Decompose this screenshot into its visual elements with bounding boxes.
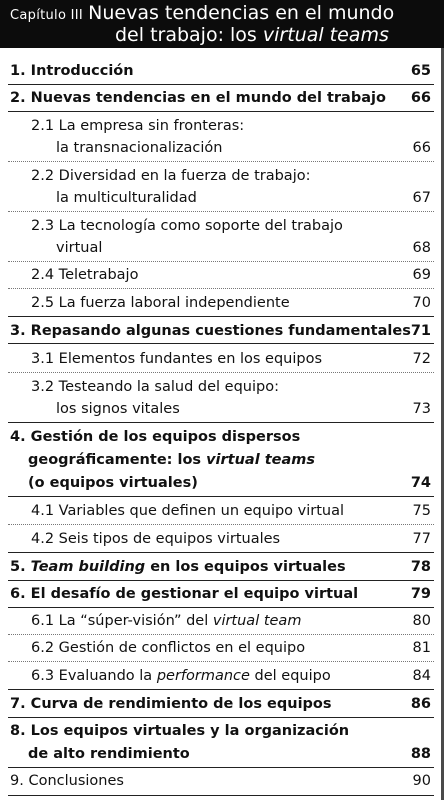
toc-number: 4. (10, 429, 26, 445)
toc-number: 8. (10, 723, 26, 739)
toc-number: 2. (10, 90, 26, 106)
toc-title: La “súper-visión” del (58, 613, 213, 629)
toc-page-2-4: 69 (412, 267, 431, 283)
toc-title: Conclusiones (28, 773, 124, 789)
chapter-caption: Capítulo III (10, 8, 84, 23)
toc-entry-1 (10, 62, 134, 80)
separator (8, 607, 434, 608)
toc-title: Los equipos virtuales y la organización (30, 723, 350, 739)
chapter-title-text-2: del trabajo: los (115, 24, 263, 46)
toc-title: La tecnología como soporte del trabajo (58, 218, 343, 234)
separator (8, 767, 434, 768)
toc-title: Seis tipos de equipos virtuales (58, 531, 281, 547)
toc-title: Variables que definen un equipo virtual (58, 503, 345, 519)
toc-title: La empresa sin fronteras: (58, 118, 245, 134)
toc-entry-6-2 (31, 639, 305, 657)
toc-title: Gestión de los equipos dispersos (30, 429, 301, 445)
separator (8, 524, 434, 525)
toc-page-6-3: 84 (412, 668, 431, 684)
toc-entry-7 (10, 695, 332, 713)
toc-number: 2.3 (31, 218, 55, 234)
separator (8, 580, 434, 581)
toc-page-3-2: 73 (412, 401, 431, 417)
toc-entry-3-2 (31, 378, 279, 396)
separator (8, 288, 434, 289)
toc-title-suffix: del equipo (249, 668, 331, 684)
toc-number: 9. (10, 773, 24, 789)
toc-number: 4.2 (31, 531, 55, 547)
separator (8, 795, 434, 796)
toc-page-6-2: 81 (412, 640, 431, 656)
toc-number: 6.3 (31, 668, 55, 684)
toc-entry-2-1 (31, 117, 244, 135)
toc-entry-4-2 (31, 530, 280, 548)
toc-entry-6-3 (31, 667, 331, 685)
toc-title: Repasando algunas cuestiones fundamentales (30, 323, 411, 339)
separator (8, 316, 434, 317)
toc-number: 6. (10, 586, 26, 602)
toc-title: Elementos fundantes en los equipos (58, 351, 323, 367)
toc-number: 5. (10, 559, 26, 575)
toc-title-italic: performance (156, 668, 250, 684)
toc-page-9: 90 (412, 773, 431, 789)
separator (8, 422, 434, 423)
toc-number: 3.2 (31, 379, 55, 395)
separator (8, 372, 434, 373)
toc-entry-8 (10, 722, 349, 740)
toc-entry-5 (10, 558, 346, 576)
toc-page-2-1: 66 (412, 140, 431, 156)
toc-entry-4-1 (31, 502, 344, 520)
toc-page-6-1: 80 (412, 613, 431, 629)
toc-number: 2.4 (31, 267, 55, 283)
toc-page-5: 78 (410, 559, 431, 575)
toc-number: 7. (10, 696, 26, 712)
toc-number: 3. (10, 323, 26, 339)
toc-title: Evaluando la (58, 668, 157, 684)
toc-number: 6.2 (31, 640, 55, 656)
toc-title: Testeando la salud del equipo: (58, 379, 279, 395)
toc-entry-4-cont2: (o equipos virtuales) (28, 475, 198, 491)
toc-entry-2-3 (31, 217, 343, 235)
separator (8, 161, 434, 162)
toc-number: 3.1 (31, 351, 55, 367)
toc-page-3: 71 (410, 323, 431, 339)
separator (8, 84, 434, 85)
toc-title: Introducción (30, 63, 134, 79)
separator (8, 552, 434, 553)
toc-page-4: 74 (410, 475, 431, 491)
toc-entry-2-2 (31, 167, 310, 185)
chapter-title-text-1: Nuevas tendencias en el mundo (88, 2, 395, 24)
toc-entry-4 (10, 428, 300, 446)
toc-entry-3-1 (31, 350, 322, 368)
toc-entry-2-5 (31, 294, 290, 312)
separator (8, 211, 434, 212)
toc-page-1: 65 (410, 63, 431, 79)
separator (8, 634, 434, 635)
toc-title-italic: Team building (30, 559, 146, 575)
separator (8, 717, 434, 718)
separator (8, 111, 434, 112)
toc-title: Diversidad en la fuerza de trabajo: (58, 168, 311, 184)
separator (8, 261, 434, 262)
toc-title: Curva de rendimiento de los equipos (30, 696, 332, 712)
chapter-title-italic: virtual teams (262, 24, 389, 46)
toc-page-4-1: 75 (412, 503, 431, 519)
toc-entry-2 (10, 89, 386, 107)
toc-page-2-5: 70 (412, 295, 431, 311)
toc-title: Gestión de conflictos en el equipo (58, 640, 306, 656)
toc-page-2-2: 67 (412, 190, 431, 206)
toc-page-3-1: 72 (412, 351, 431, 367)
toc-page-7: 86 (410, 696, 431, 712)
toc-page-2: 66 (410, 90, 431, 106)
toc-title: Teletrabajo (58, 267, 139, 283)
toc-entry-2-1-cont: la transnacionalización (56, 140, 223, 156)
toc-number: 2.1 (31, 118, 55, 134)
toc-page-8: 88 (410, 746, 431, 762)
toc-number: 2.2 (31, 168, 55, 184)
toc-entry-3 (10, 322, 411, 340)
toc-entry-6 (10, 585, 358, 603)
toc-number: 6.1 (31, 613, 55, 629)
toc-number: 2.5 (31, 295, 55, 311)
toc-title: en los equipos virtuales (145, 559, 346, 575)
toc-title: Nuevas tendencias en el mundo del trabajo (30, 90, 386, 106)
toc-title-italic: virtual team (212, 613, 302, 629)
toc-entry-2-2-cont: la multiculturalidad (56, 190, 197, 206)
toc-entry-3-2-cont: los signos vitales (56, 401, 180, 417)
separator (8, 661, 434, 662)
toc-title-italic: virtual teams (206, 452, 316, 468)
toc-number: 1. (10, 63, 26, 79)
toc-entry-9 (10, 772, 124, 790)
separator (8, 689, 434, 690)
toc-entry-2-3-cont: virtual (56, 240, 103, 256)
toc-title: La fuerza laboral independiente (58, 295, 290, 311)
toc-number: 4.1 (31, 503, 55, 519)
separator (8, 496, 434, 497)
toc-page-4-2: 77 (412, 531, 431, 547)
toc-entry-2-4 (31, 266, 138, 284)
toc-entry-4-cont (28, 451, 315, 469)
toc-page-2-3: 68 (412, 240, 431, 256)
toc-entry-8-cont: de alto rendimiento (28, 746, 190, 762)
toc-title-cont: geográficamente: los (28, 452, 207, 468)
toc-title: El desafío de gestionar el equipo virtual (30, 586, 359, 602)
toc-entry-6-1 (31, 612, 301, 630)
separator (8, 343, 434, 344)
toc-page-6: 79 (410, 586, 431, 602)
